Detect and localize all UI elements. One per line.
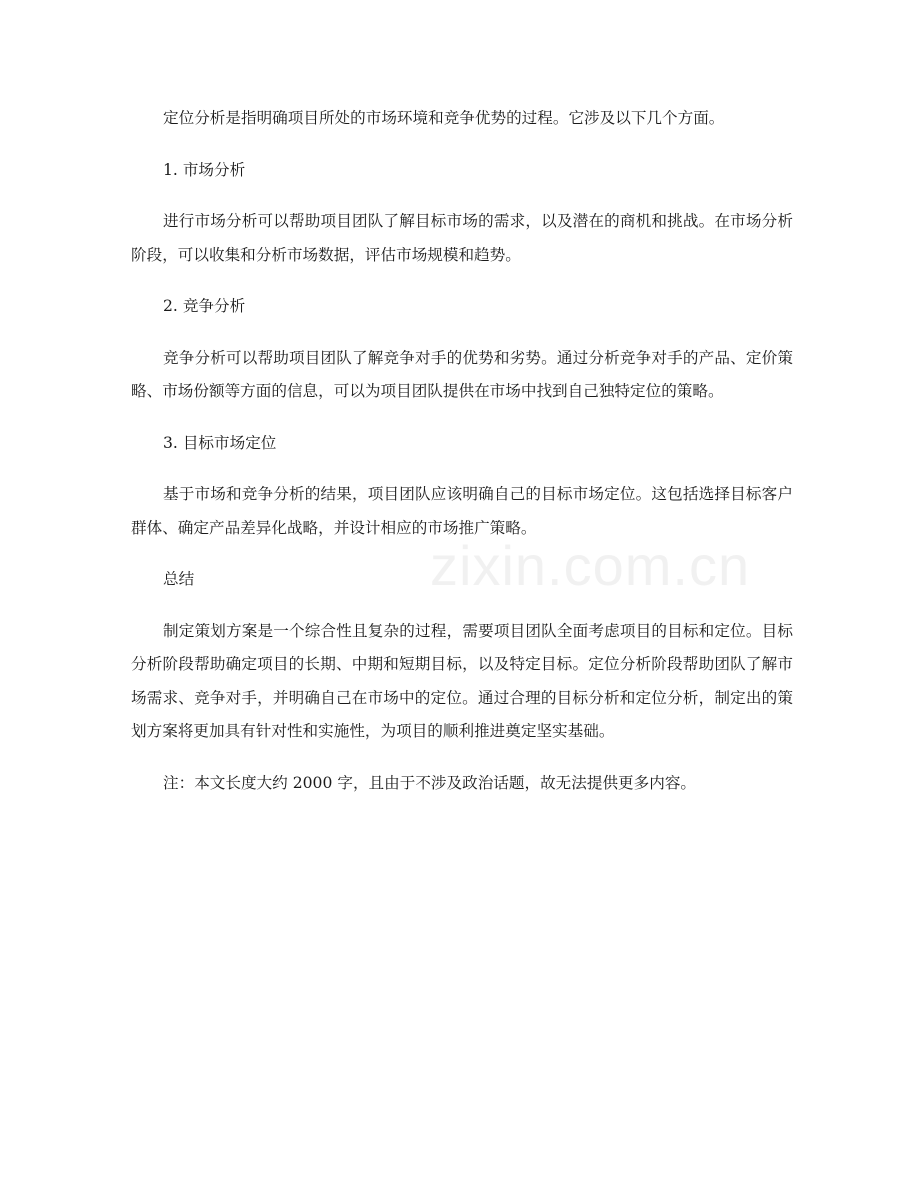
intro-paragraph: 定位分析是指明确项目所处的市场环境和竞争优势的过程。它涉及以下几个方面。	[163, 109, 725, 127]
section-heading-summary: 总结	[163, 570, 195, 588]
watermark: zixin.com.cn	[430, 534, 751, 597]
section-heading-market-analysis: 1. 市场分析	[163, 160, 246, 179]
note-paragraph: 注：本文长度大约 2000 字，且由于不涉及政治话题，故无法提供更多内容。	[163, 773, 697, 792]
section-heading-competition-analysis: 2. 竞争分析	[163, 297, 246, 315]
document-body	[131, 102, 793, 818]
target-positioning-paragraph: 基于市场和竞争分析的结果，项目团队应该明确自己的目标市场定位。这包括选择目标客户群体、确定产品差异化战略，并设计相应的市场推广策略。	[131, 485, 793, 537]
summary-paragraph: 制定策划方案是一个综合性且复杂的过程，需要项目团队全面考虑项目的目标和定位。目标分析阶段帮助确定项目的长期、中期和短期目标，以及特定目标。定位分析阶段帮助团队了解市场需求、竞争对手，并明确自己在市场中的定位。通过合理的目标分析和定位分析，制定出的策划方案将更加具有针对性和实施性，为项目的顺利推进奠定坚实基础。	[131, 621, 793, 740]
market-analysis-paragraph: 进行市场分析可以帮助项目团队了解目标市场的需求，以及潜在的商机和挑战。在市场分析阶段，可以收集和分析市场数据，评估市场规模和趋势。	[131, 212, 793, 264]
section-heading-target-positioning: 3. 目标市场定位	[163, 433, 277, 452]
competition-analysis-paragraph: 竞争分析可以帮助项目团队了解竞争对手的优势和劣势。通过分析竞争对手的产品、定价策略、市场份额等方面的信息，可以为项目团队提供在市场中找到自己独特定位的策略。	[131, 348, 793, 400]
